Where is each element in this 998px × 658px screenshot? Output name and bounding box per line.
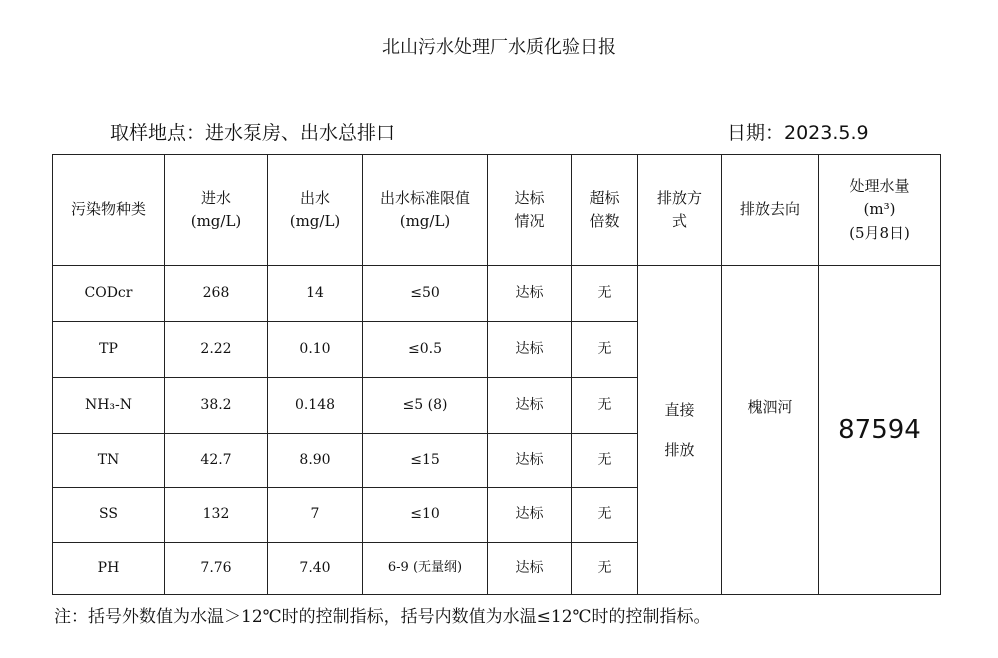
row-limit: ≤15 — [363, 434, 488, 488]
footnote: 注：括号外数值为水温＞12℃时的控制指标，括号内数值为水温≤12℃时的控制指标。 — [54, 607, 711, 627]
row-limit: ≤10 — [363, 488, 488, 543]
row-exceed: 无 — [572, 434, 638, 488]
row-pollutant: TN — [53, 434, 165, 488]
discharge-method-cell — [638, 266, 722, 595]
header-outflow-unit: (mg/L) — [289, 212, 341, 230]
row-pollutant: PH — [53, 543, 165, 595]
row-pollutant: SS — [53, 488, 165, 543]
header-volume-date: (5月8日) — [849, 223, 910, 242]
row-inflow: 7.76 — [165, 543, 268, 595]
row-exceed: 无 — [572, 543, 638, 595]
row-outflow: 0.148 — [268, 378, 363, 434]
header-discharge-method-line1: 排放方 — [656, 188, 702, 207]
header-pollutant: 污染物种类 — [53, 155, 165, 266]
row-outflow: 0.10 — [268, 322, 363, 378]
header-exceed-line1: 超标 — [589, 188, 620, 207]
row-status: 达标 — [488, 543, 572, 595]
header-compliance-line1: 达标 — [514, 188, 545, 207]
row-status: 达标 — [488, 378, 572, 434]
header-compliance — [488, 155, 572, 266]
header-volume-unit: (m³) — [863, 200, 896, 219]
row-status: 达标 — [488, 488, 572, 543]
treated-volume-cell: 87594 — [819, 266, 941, 595]
row-limit: ≤5 (8) — [363, 378, 488, 434]
report-date: 日期：2023.5.9 — [727, 122, 869, 144]
header-volume-line1: 处理水量 — [849, 177, 910, 196]
row-status: 达标 — [488, 266, 572, 322]
discharge-method-line1: 直接 — [664, 400, 695, 419]
row-pollutant: TP — [53, 322, 165, 378]
row-exceed: 无 — [572, 266, 638, 322]
row-inflow: 268 — [165, 266, 268, 322]
row-outflow: 14 — [268, 266, 363, 322]
header-discharge-to: 排放去向 — [722, 155, 819, 266]
header-inflow-line: 进水 — [200, 188, 231, 207]
discharge-to-cell: 槐泗河 — [722, 266, 819, 595]
header-compliance-line2: 情况 — [514, 212, 545, 230]
row-pollutant: CODcr — [53, 266, 165, 322]
row-pollutant: NH₃-N — [53, 378, 165, 434]
row-exceed: 无 — [572, 322, 638, 378]
row-inflow: 2.22 — [165, 322, 268, 378]
header-inflow — [165, 155, 268, 266]
header-limit-unit: (mg/L) — [399, 212, 451, 230]
water-quality-table — [52, 154, 941, 595]
header-limit — [363, 155, 488, 266]
row-status: 达标 — [488, 434, 572, 488]
row-limit: ≤0.5 — [363, 322, 488, 378]
report-title: 北山污水处理厂水质化验日报 — [382, 37, 616, 58]
sampling-location: 取样地点：进水泵房、出水总排口 — [110, 122, 396, 144]
row-limit: ≤50 — [363, 266, 488, 322]
table-row — [53, 266, 941, 322]
row-exceed: 无 — [572, 488, 638, 543]
header-outflow — [268, 155, 363, 266]
row-limit: 6-9 (无量纲) — [363, 543, 488, 595]
row-outflow: 7.40 — [268, 543, 363, 595]
header-discharge-method — [638, 155, 722, 266]
row-inflow: 38.2 — [165, 378, 268, 434]
header-outflow-line: 出水 — [299, 188, 330, 207]
row-inflow: 42.7 — [165, 434, 268, 488]
header-exceed-line2: 倍数 — [589, 212, 620, 230]
header-exceed — [572, 155, 638, 266]
discharge-method-line2: 排放 — [664, 441, 695, 459]
row-inflow: 132 — [165, 488, 268, 543]
header-limit-line: 出水标准限值 — [379, 188, 470, 207]
row-outflow: 8.90 — [268, 434, 363, 488]
header-discharge-method-line2: 式 — [671, 212, 687, 230]
row-exceed: 无 — [572, 378, 638, 434]
header-volume — [819, 155, 941, 266]
header-inflow-unit: (mg/L) — [190, 212, 242, 230]
header-row — [53, 155, 941, 266]
row-status: 达标 — [488, 322, 572, 378]
row-outflow: 7 — [268, 488, 363, 543]
